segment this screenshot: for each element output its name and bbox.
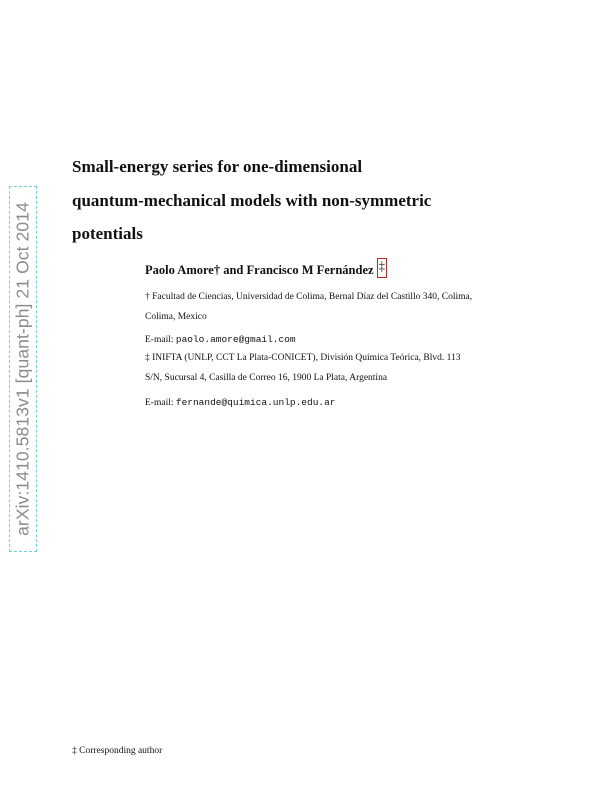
email-1 <box>145 330 545 350</box>
affiliation-2-line-2: S/N, Sucursal 4, Casilla de Correo 16, 1900 La Plata, Argentina <box>145 373 388 383</box>
affiliation-1-line-1: † Facultad de Ciencias, Universidad de Colima, Bernal Díaz del Castillo 340, Colima, <box>145 292 473 302</box>
email-2-label: E-mail: <box>145 398 174 408</box>
title-line-3: potentials <box>72 224 143 243</box>
affiliation-1-line-2: Colima, Mexico <box>145 312 207 322</box>
email-2-address: fernande@quimica.unlp.edu.ar <box>175 397 336 408</box>
arxiv-identifier[interactable]: arXiv:1410.5813v1 [quant-ph] 21 Oct 2014 <box>12 202 33 536</box>
affiliation-1 <box>145 287 545 327</box>
affiliation-2-line-1: ‡ INIFTA (UNLP, CCT La Plata-CONICET), División Química Teórica, Blvd. 113 <box>145 353 461 363</box>
footnote <box>72 746 162 756</box>
author-list <box>145 261 387 281</box>
affiliation-2 <box>145 348 545 388</box>
email-2 <box>145 393 545 413</box>
footnote-text: Corresponding author <box>79 746 163 756</box>
email-1-label: E-mail: <box>145 335 174 345</box>
arxiv-side-stamp[interactable] <box>9 186 37 552</box>
corresponding-author-footnote-link[interactable]: ‡ <box>377 258 387 278</box>
title-line-2: quantum-mechanical models with non-symmetric <box>72 190 432 210</box>
email-1-address: paolo.amore@gmail.com <box>175 334 296 345</box>
title-line-1: Small-energy series for one-dimensional <box>72 157 363 176</box>
footnote-mark: ‡ <box>72 746 77 756</box>
paper-title <box>72 150 542 251</box>
author-names: Paolo Amore† and Francisco M Fernández <box>145 262 374 277</box>
